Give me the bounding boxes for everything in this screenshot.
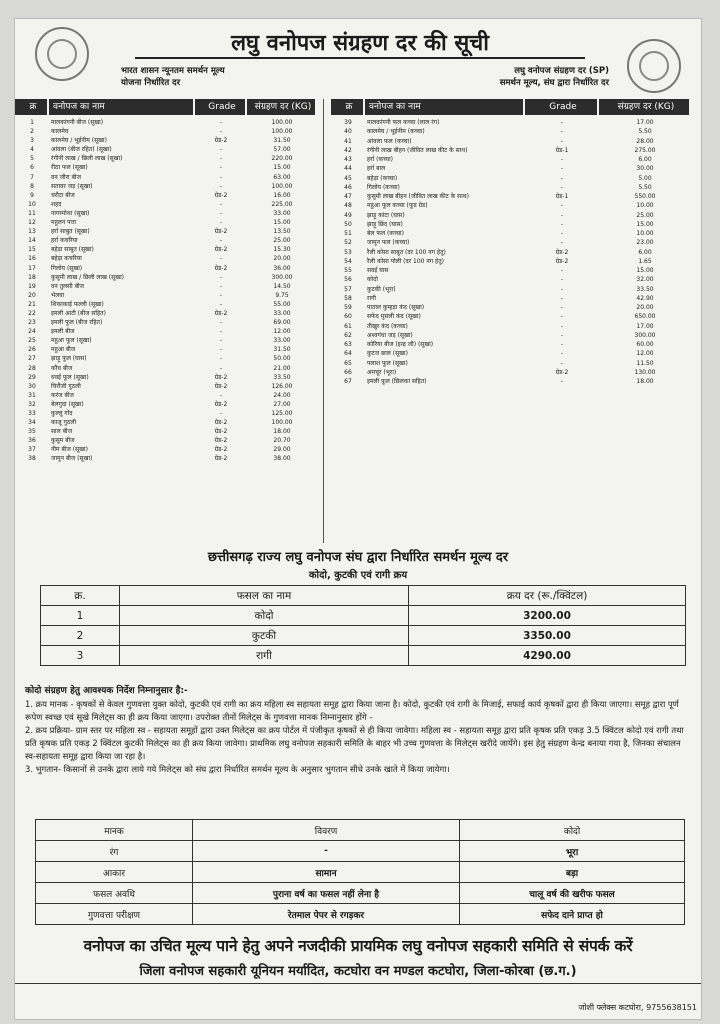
rate-table-right	[331, 99, 691, 386]
quality-row: गुणवत्ता परीक्षण रेतमाल पेपर से रगड़कर सफेद दाने प्राप्त हो	[36, 904, 685, 925]
rate-row: 48 महुआ फूल कच्चा (फूड ग्रेड) - 10.00	[344, 202, 654, 210]
quality-row: आकार सामान बड़ा	[36, 862, 685, 883]
rate-row: 11 नागरमोथा (सूखा) - 33.00	[28, 209, 291, 217]
rate-row: 60 सफेद मुसली कंद (सूखा) - 650.00	[344, 313, 656, 321]
rate-row: 24 इमली बीज - 12.00	[28, 328, 291, 336]
quality-row: फसल अवधि पुराना वर्ष का फसल नहीं लेना है चालू वर्ष की खरीफ फसल	[36, 883, 685, 904]
msp-section-subtitle: कोदो, कुटकी एवं रागी क्रय	[308, 570, 408, 581]
instruction-3: 3. भुगतान- किसानों से उनके द्वारा लाये गये मिलेट्स को संघ द्वारा निर्धारित समर्थन मूल्य के अनुसार भुगतान सीधे उनके खाते में किया जायेगा।	[25, 764, 450, 774]
rate-row: 25 महुआ फूल (सूखा) - 33.00	[28, 337, 291, 345]
rate-row: 23 इमली फूल (बीज रहित) - 69.00	[28, 319, 291, 327]
rate-row: 49 झाड़ू कांटा (घास) - 25.00	[344, 211, 654, 219]
msp-row: 1 कोदो 3200.00	[41, 606, 686, 626]
rate-row: 14 हर्रा कचरिया - 25.00	[28, 237, 291, 245]
rate-row: 59 पाताल कुम्हड़ा कंद (सूखा) - 20.00	[344, 304, 654, 311]
rate-row: 6 रीठा फल (सूखा) - 15.00	[30, 164, 291, 172]
rate-row: 10 शहद - 225.00	[28, 200, 293, 208]
rate-row: 62 अश्वगंधा जड़ (सूखा) - 300.00	[344, 331, 656, 339]
contact-banner: वनोपज का उचित मूल्य पाने हेतु अपने नजदीकी प्रायमिक लघु वनोपज सहकारी समिति से संपर्क करें	[83, 937, 633, 955]
msp-row: 3 रागी 4290.00	[41, 646, 686, 666]
rate-row: 12 महुलन पत्ता - 15.00	[28, 219, 291, 227]
instructions: कोदो संग्रहण हेतु आवश्यक निर्देश निम्नानुसार है:- 1. क्रय मानक - कृषकों से केवल गुणवत्ता युक्त कोदो, कुटकी एवं रागी का क्रय महिला स्व सहायता समूह द्वारा किया जाना है। कोदो, कुटकी एवं रागी के मिजाई, सफाई कार्य कृषकों द्वारा ही किया जाएगा। समूह द्वारा पूर्ण रूपेण स्वच्छ एवं सूखे मिलेट्स का ही क्रय किया जाएगा। उपरोक्त तीनों मिलेट्स के गुणवत्ता मानक निम्नानुसार होंगे - 2. क्रय प्रक्रिया- ग्राम स्तर पर महिला स्व - सहायता समूहों द्वारा उक्त मिलेट्स का क्रय पोर्टल में पंजीकृत कृषकों से ही किया जावेगा। महिला स्व - सहायता समूह द्वारा प्रति कृषक प्रति एकड़ 3.5 क्विंटल कोदो एवं रागी तथा प्रति कृषक प्रति एकड़ 2 क्विंटल कुटकी मिलेट्स का ही क्रय किया जावेगा। प्राथमिक लघु वनोपज सहकारी समिति के बाहर भी उच्च गुणवत्ता के मिलेट्स खरीदे जायेंगे। इस हेतु संग्रहण केन्द्र बनाया गया है, जिनका संचालन स्व-सहायता समूह द्वारा किया जा रहा है। 3. भुगतान- किसानों से उनके द्वारा लाये गये मिलेट्स को संघ द्वारा निर्धारित समर्थन मूल्य के अनुसार भुगतान सीधे उनके खाते में किया जायेगा।	[25, 685, 693, 776]
rate-row: 39 मालकांगनी फल कच्चा (लाल रंग) - 17.00	[344, 119, 654, 126]
rate-row: 38 जामुन बीज (सूखा) ग्रेड-2 38.00	[28, 455, 291, 463]
rate-row: 67 इमली फूल (छिलका सहित) - 18.00	[344, 378, 654, 385]
rate-row: 17 गिलोय (सूखा) ग्रेड-2 36.00	[28, 264, 291, 272]
notice-paper	[14, 18, 702, 1020]
rate-row: 1 मालकांगनी बीज (सूखा) - 100.00	[30, 119, 293, 126]
rate-row: 45 बहेड़ा (कच्चा) - 5.00	[344, 174, 652, 182]
union-name: जिला वनोपज सहकारी यूनियन मर्यादित, कटघोरा वन मण्डल कटघोरा, जिला-कोरबा (छ.ग.)	[15, 961, 701, 984]
rate-row: 41 आंवला फल (कच्चा) - 28.00	[344, 137, 654, 145]
rate-row: 47 कुसुमी लाख बीहन (जीवित लाख कीट के साथ) ग्रेड-1 550.00	[344, 193, 656, 200]
rate-row: 19 वन तुलसी बीज - 14.50	[28, 282, 291, 290]
rate-row: 53 रैली कोसा साबुत (दर 100 नग हेतु) ग्रेड-2 6.00	[344, 248, 652, 256]
rate-row: 61 तीखुर कंद (कच्चा) - 17.00	[344, 322, 654, 330]
rate-row: 36 कुसुम बीज ग्रेड-2 20.70	[28, 437, 291, 445]
rate-row: 66 अमचूर (भूरा) ग्रेड-2 130.00	[344, 368, 656, 376]
rate-table-header: क्र वनोपज का नाम Grade संग्रहण दर (KG)	[331, 99, 691, 115]
rate-row: 34 काजू गुठली ग्रेड-2 100.00	[28, 419, 293, 427]
rate-row: 7 वन जीरा बीज - 63.00	[30, 173, 291, 181]
rate-row: 2 कालमेघ - 100.00	[30, 128, 293, 136]
rate-row: 5 रंगीनी लाख / छिली लाख (सूखा) - 220.00	[30, 155, 293, 163]
quality-row: रंग - भूरा	[36, 841, 685, 862]
rate-row: 4 आंवला (बीज रहित) (सूखा) - 57.00	[30, 146, 291, 154]
rate-row: 51 बेल फल (कच्चा) - 10.00	[344, 230, 654, 237]
rate-row: 65 पलाश फूल (सूखा) - 11.50	[344, 359, 654, 367]
rate-row: 30 चिरौंजी गुठली ग्रेड-2 126.00	[28, 382, 293, 390]
rate-row: 57 कुटकी (भूरा) - 33.50	[344, 285, 654, 293]
rate-row: 46 गिलोय (कच्चा) - 5.50	[344, 183, 652, 191]
government-emblem-icon	[35, 27, 89, 81]
rate-row: 20 भेलवा - 9.75	[28, 291, 289, 299]
forest-federation-logo-icon	[627, 39, 681, 93]
rate-row: 58 रागी - 42.90	[344, 294, 654, 302]
instruction-2: 2. क्रय प्रक्रिया- ग्राम स्तर पर महिला स्व - सहायता समूहों द्वारा उक्त मिलेट्स का क्रय पोर्टल में पंजीकृत कृषकों से ही किया जावेगा। महिला स्व - सहायता समूह द्वारा प्रति कृषक प्रति एकड़ 3.5 क्विंटल कोदो एवं रागी तथा प्रति कृषक प्रति एकड़ 2 क्विंटल कुटकी मिलेट्स का ही क्रय किया जावेगा। प्राथमिक लघु वनोपज सहकारी समिति के बाहर भी उच्च गुणवत्ता के मिलेट्स खरीदे जायेंगे। इस हेतु संग्रहण केन्द्र बनाया गया है, जिनका संचालन स्व-सहायता समूह द्वारा किया जा रहा है।	[25, 725, 684, 761]
rate-row: 28 कौंच बीज - 21.00	[28, 364, 291, 372]
rate-row: 52 जामुन फल (कच्चा) - 23.00	[344, 239, 654, 247]
rate-row: 33 कुल्लू गोंद - 125.00	[28, 410, 293, 417]
quality-table: मानक विवरण कोदो रंग - भूरा आकार सामान बड़ा फसल अवधि पुराना वर्ष का फसल नहीं लेना है चालू वर्ष की खरीफ फसल गुणवत्ता परीक्षण रेतमाल पेपर से रगड़कर सफेद दाने प्राप्त हो	[35, 819, 685, 925]
rate-row: 50 झाड़ू छिंद (घास) - 15.00	[344, 220, 654, 228]
rate-row: 8 सतावर जड़ (सूखा) - 100.00	[30, 182, 293, 190]
rate-row: 42 रंगीनी लाख बीहन (जीवित लाख कीट के साथ) ग्रेड-1 275.00	[344, 146, 656, 154]
rate-row: 22 इमली आटी (बीज सहित) ग्रेड-2 33.00	[28, 309, 291, 317]
rate-row: 43 हर्रा (कच्चा) - 6.00	[344, 156, 652, 163]
rate-row: 16 बहेड़ा कचरिया - 20.00	[28, 255, 291, 263]
msp-table: क्र. फसल का नाम क्रय दर (रू./क्विंटल) 1 कोदो 3200.00 2 कुटकी 3350.00 3 रागी 4290.00	[40, 585, 686, 666]
rate-row: 40 कालमेघ / भूईनीम (कच्चा) - 5.50	[344, 128, 652, 136]
column-divider	[323, 99, 324, 543]
rate-row: 18 कुसुमी लाख / छिली लाख (सूखा) - 300.00	[28, 273, 293, 281]
rate-table-header: क्र वनोपज का नाम Grade संग्रहण दर (KG)	[15, 99, 317, 115]
rate-row: 13 हर्रा साबुत (सूखा) ग्रेड-2 13.50	[28, 228, 291, 236]
printer-credit: जोशी फ्लेक्स कटघोरा, 9755638151	[578, 1003, 697, 1012]
rate-row: 44 हर्रा बाल - 30.00	[344, 165, 654, 173]
page-title: लघु वनोपज संग्रहण दर की सूची	[135, 27, 585, 59]
rate-row: 26 महुआ बीज - 31.50	[28, 346, 291, 354]
rate-row: 15 बहेड़ा साबुत (सूखा) ग्रेड-2 15.30	[28, 246, 291, 254]
rate-table-left	[15, 99, 317, 464]
rate-row: 54 रैली कोसा पोली (दर 100 नग हेतु) ग्रेड-2 1.65	[344, 257, 652, 265]
rate-row: 35 साल बीज ग्रेड-2 18.00	[28, 428, 291, 436]
instruction-1: 1. क्रय मानक - कृषकों से केवल गुणवत्ता युक्त कोदो, कुटकी एवं रागी का क्रय महिला स्व सहायता समूह द्वारा किया जाना है। कोदो, कुटकी एवं रागी के मिजाई, सफाई कार्य कृषकों द्वारा ही किया जाएगा। समूह द्वारा पूर्ण रूपेण स्वच्छ एवं सूखे मिलेट्स का ही क्रय किया जाएगा। उपरोक्त तीनों मिलेट्स के गुणवत्ता मानक निम्नानुसार होंगे -	[25, 699, 679, 722]
rate-row: 37 नीम बीज (सूखा) ग्रेड-2 29.00	[28, 446, 291, 454]
rate-row: 31 करंज बीज - 24.00	[28, 391, 291, 399]
rate-row: 3 कालमेघ / भूईनीम (सूखा) ग्रेड-2 31.50	[30, 137, 291, 145]
rate-row: 27 झाड़ू फूल (घास) - 50.00	[28, 355, 291, 363]
rate-row: 56 कोदो - 32.00	[344, 276, 654, 284]
subtitle-left: भारत शासन न्यूनतम समर्थन मूल्य योजना निर्धारित दर	[121, 66, 225, 88]
rate-row: 63 कोरिया बीज (इन्द्र जौ) (सूखा) - 60.00	[344, 341, 654, 348]
rate-row: 21 शिकाकाई फल्ली (सूखा) - 55.00	[28, 300, 291, 308]
rate-row: 55 सवई घास - 15.00	[344, 267, 654, 274]
msp-row: 2 कुटकी 3350.00	[41, 626, 686, 646]
rate-row: 29 धवई फूल (सूखा) ग्रेड-2 33.50	[28, 373, 291, 381]
subtitle-right: लघु वनोपज संग्रहण दर (SP) समर्थन मूल्य, संघ द्वारा निर्धारित दर	[499, 66, 609, 88]
rate-row: 32 बेलगुदा (सूखा) ग्रेड-2 27.00	[28, 400, 291, 408]
msp-section-title: छत्तीसगढ़ राज्य लघु वनोपज संघ द्वारा निर्धारित समर्थन मूल्य दर	[207, 550, 509, 565]
rate-row: 64 कुटज छाल (सूखा) - 12.00	[344, 350, 654, 358]
rate-row: 9 चरौटा बीज ग्रेड-2 16.00	[30, 191, 291, 199]
